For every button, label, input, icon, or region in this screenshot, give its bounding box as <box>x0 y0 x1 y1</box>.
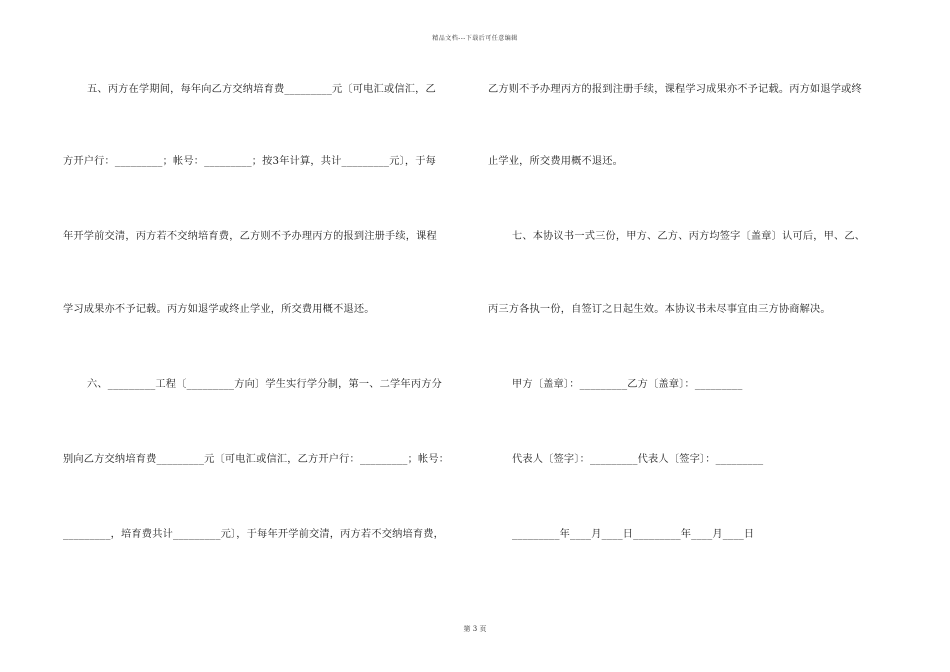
page-number: 第 3 页 <box>463 625 487 633</box>
clause-6-line-4: 乙方则不予办理丙方的报到注册手续，课程学习成果亦不予记载。丙方如退学或终 <box>488 84 862 95</box>
clause-6-line-2: 别向乙方交纳培育费_________元〔可电汇或信汇，乙方开户行：_________；帐号： <box>63 454 450 465</box>
clause-5-line-2: 方开户行：_________；帐号：_________；按3年计算，共计_________元〕，于每 <box>63 156 437 167</box>
page-header: 精品文档---下载后可任意编辑 <box>432 35 518 42</box>
clause-5-line-4: 学习成果亦不予记载。丙方如退学或终止学业，所交费用概不退还。 <box>63 304 375 315</box>
clause-7-line-1: 七、本协议书一式三份，甲方、乙方、丙方均签字〔盖章〕认可后，甲、乙、 <box>512 231 866 242</box>
clause-5-line-3: 年开学前交清，丙方若不交纳培育费，乙方则不予办理丙方的报到注册手续，课程 <box>63 231 437 242</box>
clause-5-line-1: 五、丙方在学期间，每年向乙方交纳培育费_________元〔可电汇或信汇，乙 <box>87 84 436 95</box>
clause-7-line-2: 丙三方各执一份，自签订之日起生效。本协议书未尽事宜由三方协商解决。 <box>488 304 831 315</box>
clause-6-line-1: 六、_________工程〔_________方向〕学生实行学分制，第一、二学年丙方分 <box>87 379 442 390</box>
signature-representatives-line: 代表人〔签字〕：_________代表人〔签字〕：_________ <box>512 454 764 465</box>
clause-6-line-3: _________，培育费共计_________元〕，于每年开学前交清，丙方若不交纳培育费， <box>63 529 445 540</box>
signature-date-line: _________年____月____日_________年____月____日 <box>512 529 755 540</box>
clause-6-line-5: 止学业，所交费用概不退还。 <box>488 156 624 167</box>
signature-parties-line: 甲方〔盖章〕：_________乙方〔盖章〕：_________ <box>512 379 743 390</box>
